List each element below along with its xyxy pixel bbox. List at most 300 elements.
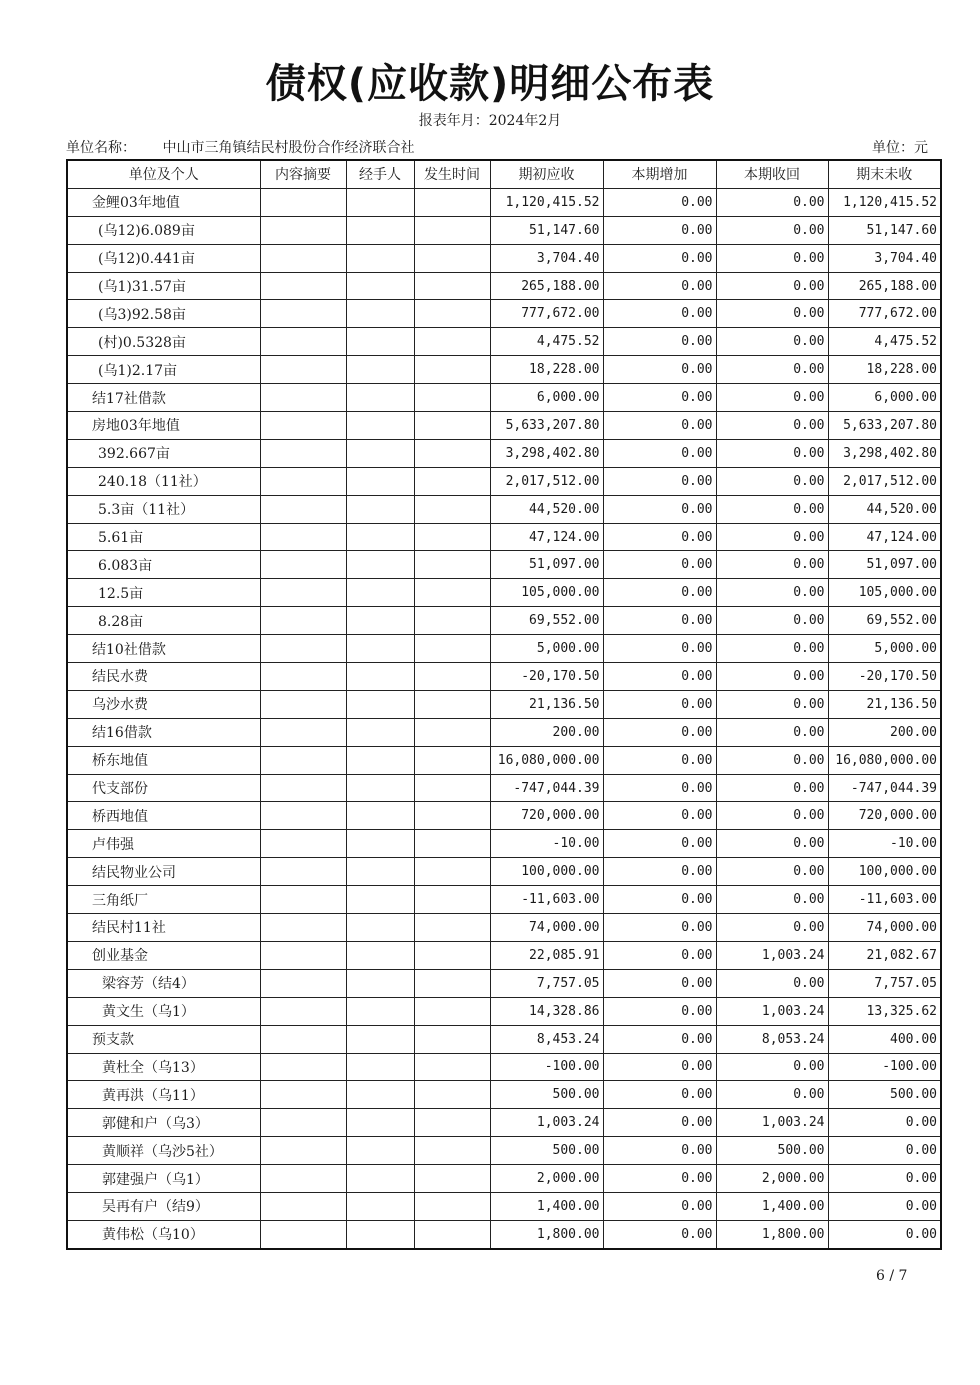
entity-cell: 吴再有户（结9） <box>67 1192 260 1220</box>
date-cell <box>414 830 490 858</box>
handler-cell <box>346 579 414 607</box>
entity-cell: 5.3亩（11社） <box>67 495 260 523</box>
increase-cell: 0.00 <box>603 579 716 607</box>
handler-cell <box>346 1081 414 1109</box>
date-cell <box>414 774 490 802</box>
entity-cell: 金鲤03年地值 <box>67 188 260 216</box>
date-cell <box>414 718 490 746</box>
table-row <box>67 412 941 440</box>
closing-cell: 3,298,402.80 <box>828 439 941 467</box>
summary-cell <box>260 244 346 272</box>
recovered-cell: 0.00 <box>716 718 828 746</box>
summary-cell <box>260 1025 346 1053</box>
entity-cell: 结民村11社 <box>67 914 260 942</box>
opening-cell: 6,000.00 <box>490 384 603 412</box>
table-row <box>67 1025 941 1053</box>
date-cell <box>414 858 490 886</box>
date-cell <box>414 690 490 718</box>
opening-cell: 3,298,402.80 <box>490 439 603 467</box>
handler-cell <box>346 467 414 495</box>
increase-cell: 0.00 <box>603 886 716 914</box>
opening-cell: 1,400.00 <box>490 1192 603 1220</box>
entity-cell: 12.5亩 <box>67 579 260 607</box>
date-cell <box>414 635 490 663</box>
increase-cell: 0.00 <box>603 997 716 1025</box>
opening-cell: 7,757.05 <box>490 969 603 997</box>
closing-cell: 51,097.00 <box>828 551 941 579</box>
increase-cell: 0.00 <box>603 328 716 356</box>
summary-cell <box>260 1220 346 1248</box>
increase-cell: 0.00 <box>603 830 716 858</box>
recovered-cell: 0.00 <box>716 244 828 272</box>
table-row <box>67 523 941 551</box>
date-cell <box>414 997 490 1025</box>
increase-cell: 0.00 <box>603 607 716 635</box>
closing-cell: 44,520.00 <box>828 495 941 523</box>
handler-cell <box>346 356 414 384</box>
increase-cell: 0.00 <box>603 1081 716 1109</box>
closing-cell: -100.00 <box>828 1053 941 1081</box>
table-row <box>67 1053 941 1081</box>
recovered-cell: 0.00 <box>716 467 828 495</box>
org-name: 中山市三角镇结民村股份合作经济联合社 <box>162 140 415 156</box>
entity-cell: 桥西地值 <box>67 802 260 830</box>
date-cell <box>414 412 490 440</box>
handler-cell <box>346 412 414 440</box>
table-row <box>67 830 941 858</box>
recovered-cell: 0.00 <box>716 551 828 579</box>
summary-cell <box>260 690 346 718</box>
date-cell <box>414 1220 490 1248</box>
table-row <box>67 356 941 384</box>
col-header-increase: 本期增加 <box>603 160 716 188</box>
table-row <box>67 1081 941 1109</box>
recovered-cell: 0.00 <box>716 663 828 691</box>
page-title: 债权(应收款)明细公布表 <box>265 61 715 107</box>
handler-cell <box>346 523 414 551</box>
summary-cell <box>260 412 346 440</box>
date-cell <box>414 188 490 216</box>
handler-cell <box>346 216 414 244</box>
summary-cell <box>260 188 346 216</box>
recovered-cell: 0.00 <box>716 914 828 942</box>
increase-cell: 0.00 <box>603 1165 716 1193</box>
entity-cell: (乌1)2.17亩 <box>67 356 260 384</box>
table-row <box>67 1109 941 1137</box>
opening-cell: 4,475.52 <box>490 328 603 356</box>
closing-cell: 69,552.00 <box>828 607 941 635</box>
opening-cell: 5,000.00 <box>490 635 603 663</box>
closing-cell: 720,000.00 <box>828 802 941 830</box>
entity-cell: 桥东地值 <box>67 746 260 774</box>
date-cell <box>414 1053 490 1081</box>
closing-cell: 5,633,207.80 <box>828 412 941 440</box>
table-row <box>67 216 941 244</box>
recovered-cell: 0.00 <box>716 300 828 328</box>
recovered-cell: 0.00 <box>716 384 828 412</box>
opening-cell: -747,044.39 <box>490 774 603 802</box>
handler-cell <box>346 439 414 467</box>
opening-cell: 74,000.00 <box>490 914 603 942</box>
opening-cell: 22,085.91 <box>490 941 603 969</box>
handler-cell <box>346 1109 414 1137</box>
increase-cell: 0.00 <box>603 746 716 774</box>
opening-cell: 720,000.00 <box>490 802 603 830</box>
table-row <box>67 663 941 691</box>
date-cell <box>414 272 490 300</box>
closing-cell: 0.00 <box>828 1192 941 1220</box>
entity-cell: (村)0.5328亩 <box>67 328 260 356</box>
increase-cell: 0.00 <box>603 300 716 328</box>
entity-cell: 8.28亩 <box>67 607 260 635</box>
increase-cell: 0.00 <box>603 523 716 551</box>
table-row <box>67 746 941 774</box>
opening-cell: 51,147.60 <box>490 216 603 244</box>
date-cell <box>414 384 490 412</box>
increase-cell: 0.00 <box>603 467 716 495</box>
date-cell <box>414 1081 490 1109</box>
opening-cell: 1,120,415.52 <box>490 188 603 216</box>
table-row <box>67 969 941 997</box>
table-row <box>67 1165 941 1193</box>
closing-cell: 2,017,512.00 <box>828 467 941 495</box>
recovered-cell: 0.00 <box>716 523 828 551</box>
table-row <box>67 579 941 607</box>
table-row <box>67 188 941 216</box>
summary-cell <box>260 216 346 244</box>
handler-cell <box>346 886 414 914</box>
closing-cell: 200.00 <box>828 718 941 746</box>
date-cell <box>414 941 490 969</box>
handler-cell <box>346 384 414 412</box>
entity-cell: 黄再洪（乌11） <box>67 1081 260 1109</box>
opening-cell: 1,003.24 <box>490 1109 603 1137</box>
date-cell <box>414 1025 490 1053</box>
summary-cell <box>260 523 346 551</box>
increase-cell: 0.00 <box>603 384 716 412</box>
date-cell <box>414 746 490 774</box>
increase-cell: 0.00 <box>603 1220 716 1248</box>
handler-cell <box>346 1137 414 1165</box>
closing-cell: 0.00 <box>828 1220 941 1248</box>
closing-cell: 400.00 <box>828 1025 941 1053</box>
opening-cell: -10.00 <box>490 830 603 858</box>
entity-cell: 预支款 <box>67 1025 260 1053</box>
increase-cell: 0.00 <box>603 412 716 440</box>
recovered-cell: 0.00 <box>716 216 828 244</box>
summary-cell <box>260 746 346 774</box>
handler-cell <box>346 272 414 300</box>
opening-cell: 5,633,207.80 <box>490 412 603 440</box>
closing-cell: 100,000.00 <box>828 858 941 886</box>
entity-cell: 结民物业公司 <box>67 858 260 886</box>
table-row <box>67 300 941 328</box>
handler-cell <box>346 551 414 579</box>
date-cell <box>414 439 490 467</box>
recovered-cell: 0.00 <box>716 886 828 914</box>
recovered-cell: 2,000.00 <box>716 1165 828 1193</box>
recovered-cell: 1,003.24 <box>716 997 828 1025</box>
date-cell <box>414 914 490 942</box>
closing-cell: 3,704.40 <box>828 244 941 272</box>
summary-cell <box>260 356 346 384</box>
opening-cell: 44,520.00 <box>490 495 603 523</box>
col-header-closing: 期末未收 <box>828 160 941 188</box>
opening-cell: 777,672.00 <box>490 300 603 328</box>
increase-cell: 0.00 <box>603 272 716 300</box>
recovered-cell: 0.00 <box>716 439 828 467</box>
table-row <box>67 635 941 663</box>
closing-cell: 265,188.00 <box>828 272 941 300</box>
opening-cell: 21,136.50 <box>490 690 603 718</box>
col-header-opening: 期初应收 <box>490 160 603 188</box>
summary-cell <box>260 607 346 635</box>
table-row <box>67 718 941 746</box>
table-row <box>67 1220 941 1248</box>
increase-cell: 0.00 <box>603 941 716 969</box>
summary-cell <box>260 384 346 412</box>
entity-cell: 结民水费 <box>67 663 260 691</box>
entity-cell: 代支部份 <box>67 774 260 802</box>
increase-cell: 0.00 <box>603 1137 716 1165</box>
increase-cell: 0.00 <box>603 1025 716 1053</box>
entity-cell: (乌3)92.58亩 <box>67 300 260 328</box>
closing-cell: 47,124.00 <box>828 523 941 551</box>
table-header-row <box>67 160 941 188</box>
entity-cell: 郭建强户（乌1） <box>67 1165 260 1193</box>
entity-cell: 黄顺祥（乌沙5社） <box>67 1137 260 1165</box>
date-cell <box>414 523 490 551</box>
closing-cell: 18,228.00 <box>828 356 941 384</box>
date-cell <box>414 216 490 244</box>
entity-cell: 房地03年地值 <box>67 412 260 440</box>
summary-cell <box>260 551 346 579</box>
entity-cell: 卢伟强 <box>67 830 260 858</box>
opening-cell: 69,552.00 <box>490 607 603 635</box>
table-row <box>67 690 941 718</box>
increase-cell: 0.00 <box>603 802 716 830</box>
increase-cell: 0.00 <box>603 663 716 691</box>
increase-cell: 0.00 <box>603 356 716 384</box>
table-row <box>67 495 941 523</box>
increase-cell: 0.00 <box>603 635 716 663</box>
opening-cell: -11,603.00 <box>490 886 603 914</box>
handler-cell <box>346 914 414 942</box>
opening-cell: 200.00 <box>490 718 603 746</box>
increase-cell: 0.00 <box>603 1192 716 1220</box>
recovered-cell: 0.00 <box>716 802 828 830</box>
closing-cell: 0.00 <box>828 1165 941 1193</box>
opening-cell: 105,000.00 <box>490 579 603 607</box>
entity-cell: (乌12)0.441亩 <box>67 244 260 272</box>
date-cell <box>414 579 490 607</box>
table-row <box>67 384 941 412</box>
handler-cell <box>346 300 414 328</box>
handler-cell <box>346 774 414 802</box>
table-row <box>67 1192 941 1220</box>
summary-cell <box>260 886 346 914</box>
date-cell <box>414 356 490 384</box>
summary-cell <box>260 941 346 969</box>
handler-cell <box>346 746 414 774</box>
table-row <box>67 439 941 467</box>
increase-cell: 0.00 <box>603 439 716 467</box>
handler-cell <box>346 690 414 718</box>
handler-cell <box>346 830 414 858</box>
handler-cell <box>346 244 414 272</box>
summary-cell <box>260 1109 346 1137</box>
date-cell <box>414 969 490 997</box>
recovered-cell: 0.00 <box>716 412 828 440</box>
recovered-cell: 0.00 <box>716 774 828 802</box>
closing-cell: -11,603.00 <box>828 886 941 914</box>
closing-cell: -10.00 <box>828 830 941 858</box>
entity-cell: 结17社借款 <box>67 384 260 412</box>
entity-cell: (乌12)6.089亩 <box>67 216 260 244</box>
closing-cell: 16,080,000.00 <box>828 746 941 774</box>
increase-cell: 0.00 <box>603 718 716 746</box>
recovered-cell: 0.00 <box>716 830 828 858</box>
opening-cell: 16,080,000.00 <box>490 746 603 774</box>
summary-cell <box>260 1165 346 1193</box>
handler-cell <box>346 1220 414 1248</box>
entity-cell: 392.667亩 <box>67 439 260 467</box>
summary-cell <box>260 579 346 607</box>
entity-cell: 黄杜全（乌13） <box>67 1053 260 1081</box>
summary-cell <box>260 663 346 691</box>
recovered-cell: 0.00 <box>716 272 828 300</box>
summary-cell <box>260 802 346 830</box>
closing-cell: 21,136.50 <box>828 690 941 718</box>
entity-cell: 黄文生（乌1） <box>67 997 260 1025</box>
date-cell <box>414 467 490 495</box>
increase-cell: 0.00 <box>603 188 716 216</box>
table-row <box>67 328 941 356</box>
closing-cell: 13,325.62 <box>828 997 941 1025</box>
increase-cell: 0.00 <box>603 495 716 523</box>
handler-cell <box>346 802 414 830</box>
recovered-cell: 0.00 <box>716 1053 828 1081</box>
increase-cell: 0.00 <box>603 774 716 802</box>
table-row <box>67 802 941 830</box>
currency-unit: 单位：元 <box>872 140 928 156</box>
org-label: 单位名称： <box>66 140 136 156</box>
handler-cell <box>346 495 414 523</box>
summary-cell <box>260 774 346 802</box>
entity-cell: 黄伟松（乌10） <box>67 1220 260 1248</box>
table-row <box>67 551 941 579</box>
closing-cell: 500.00 <box>828 1081 941 1109</box>
opening-cell: 500.00 <box>490 1137 603 1165</box>
org-info-row <box>66 137 928 157</box>
table-row <box>67 997 941 1025</box>
closing-cell: 7,757.05 <box>828 969 941 997</box>
date-cell <box>414 495 490 523</box>
opening-cell: 14,328.86 <box>490 997 603 1025</box>
summary-cell <box>260 1137 346 1165</box>
date-cell <box>414 328 490 356</box>
opening-cell: 2,000.00 <box>490 1165 603 1193</box>
date-cell <box>414 1192 490 1220</box>
col-header-recovered: 本期收回 <box>716 160 828 188</box>
recovered-cell: 0.00 <box>716 746 828 774</box>
closing-cell: 21,082.67 <box>828 941 941 969</box>
summary-cell <box>260 439 346 467</box>
entity-cell: 5.61亩 <box>67 523 260 551</box>
date-cell <box>414 551 490 579</box>
date-cell <box>414 886 490 914</box>
table-body <box>67 188 941 1248</box>
summary-cell <box>260 1081 346 1109</box>
handler-cell <box>346 997 414 1025</box>
recovered-cell: 1,800.00 <box>716 1220 828 1248</box>
opening-cell: 51,097.00 <box>490 551 603 579</box>
date-cell <box>414 1109 490 1137</box>
handler-cell <box>346 941 414 969</box>
recovered-cell: 0.00 <box>716 495 828 523</box>
opening-cell: 2,017,512.00 <box>490 467 603 495</box>
handler-cell <box>346 635 414 663</box>
recovered-cell: 0.00 <box>716 635 828 663</box>
entity-cell: 三角纸厂 <box>67 886 260 914</box>
increase-cell: 0.00 <box>603 1053 716 1081</box>
increase-cell: 0.00 <box>603 690 716 718</box>
recovered-cell: 1,003.24 <box>716 1109 828 1137</box>
date-cell <box>414 607 490 635</box>
entity-cell: (乌1)31.57亩 <box>67 272 260 300</box>
handler-cell <box>346 1053 414 1081</box>
recovered-cell: 0.00 <box>716 328 828 356</box>
col-header-handler: 经手人 <box>346 160 414 188</box>
date-cell <box>414 1165 490 1193</box>
recovered-cell: 1,003.24 <box>716 941 828 969</box>
opening-cell: 47,124.00 <box>490 523 603 551</box>
summary-cell <box>260 1053 346 1081</box>
handler-cell <box>346 858 414 886</box>
increase-cell: 0.00 <box>603 1109 716 1137</box>
closing-cell: 4,475.52 <box>828 328 941 356</box>
handler-cell <box>346 969 414 997</box>
recovered-cell: 8,053.24 <box>716 1025 828 1053</box>
summary-cell <box>260 914 346 942</box>
opening-cell: 265,188.00 <box>490 272 603 300</box>
page-number: 6 / 7 <box>876 1268 908 1284</box>
handler-cell <box>346 328 414 356</box>
entity-cell: 乌沙水费 <box>67 690 260 718</box>
opening-cell: 100,000.00 <box>490 858 603 886</box>
table-row <box>67 941 941 969</box>
opening-cell: -20,170.50 <box>490 663 603 691</box>
col-header-date: 发生时间 <box>414 160 490 188</box>
increase-cell: 0.00 <box>603 216 716 244</box>
closing-cell: 0.00 <box>828 1109 941 1137</box>
increase-cell: 0.00 <box>603 244 716 272</box>
date-cell <box>414 300 490 328</box>
table-row <box>67 1137 941 1165</box>
table-row <box>67 272 941 300</box>
closing-cell: 51,147.60 <box>828 216 941 244</box>
increase-cell: 0.00 <box>603 858 716 886</box>
summary-cell <box>260 635 346 663</box>
summary-cell <box>260 830 346 858</box>
col-header-summary: 内容摘要 <box>260 160 346 188</box>
closing-cell: 6,000.00 <box>828 384 941 412</box>
entity-cell: 创业基金 <box>67 941 260 969</box>
date-cell <box>414 1137 490 1165</box>
report-period: 报表年月：2024年2月 <box>418 113 562 129</box>
summary-cell <box>260 1192 346 1220</box>
closing-cell: 105,000.00 <box>828 579 941 607</box>
